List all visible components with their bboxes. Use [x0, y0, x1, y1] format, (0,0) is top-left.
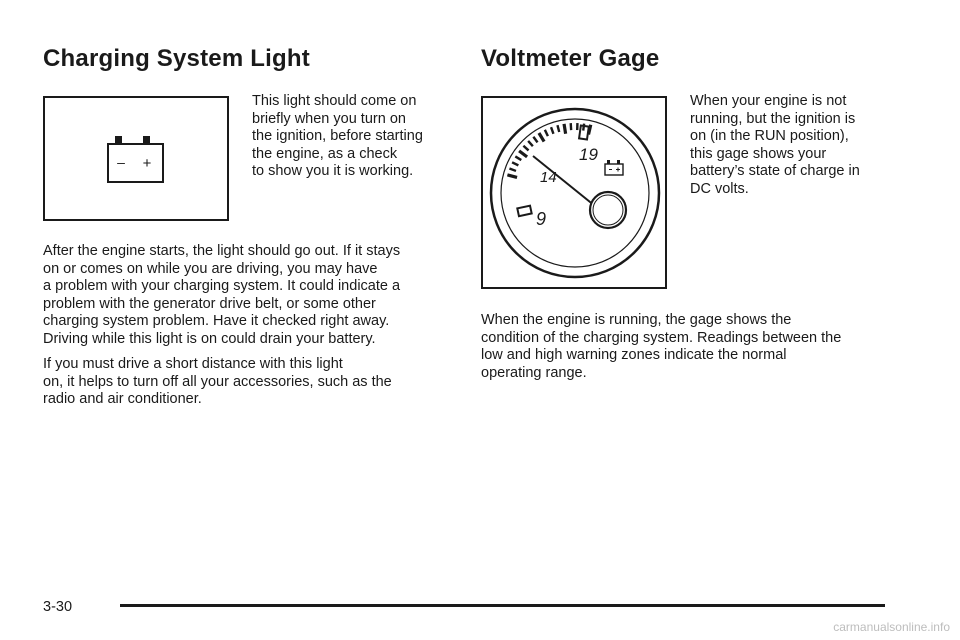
gauge-tick: [583, 124, 584, 131]
gauge-tick: [509, 168, 516, 170]
battery-icon: [45, 98, 227, 219]
gauge-tick: [515, 156, 521, 160]
charging-paragraph-2: If you must drive a short distance with this light on, it helps to turn off all your accessories, such as the radio and air conditioner.: [43, 356, 392, 407]
page-number: 3-30: [43, 599, 73, 615]
voltmeter-paragraph-1: When the engine is running, the gage shows the condition of the charging system. Readings between the low and high warning zones indicate the normal operating range.: [481, 312, 842, 381]
gauge-tick: [507, 175, 517, 178]
gauge-label-high: 19: [579, 145, 598, 164]
gauge-tick: [551, 127, 553, 134]
gauge-tick: [564, 124, 566, 134]
voltmeter-side-text: When your engine is not running, but the ignition is on (in the RUN position), this gage shows your battery’s state of charge in DC volts.: [690, 93, 860, 197]
gauge-label-low: 9: [536, 209, 547, 229]
gauge-tick: [539, 133, 544, 142]
voltmeter-title: Voltmeter Gage: [481, 45, 660, 72]
footer-rule: [120, 604, 885, 607]
gauge-label-mid: 14: [540, 169, 557, 186]
gauge-tick: [533, 137, 537, 143]
gauge-tick: [545, 130, 548, 136]
charging-light-figure: [43, 96, 229, 221]
gauge-tick: [512, 162, 518, 165]
battery-plus-label: +: [142, 155, 152, 172]
low-warning-zone: [517, 206, 531, 217]
watermark: carmanualsonline.info: [833, 620, 950, 634]
gauge-tick: [528, 141, 533, 146]
charging-system-title: Charging System Light: [43, 45, 310, 72]
gauge-tick: [557, 125, 559, 132]
gauge-battery-icon: [605, 160, 623, 175]
charging-side-text: This light should come on briefly when you turn on the ignition, before starting the engine, as a check to show you it is working.: [252, 93, 423, 179]
charging-paragraph-1: After the engine starts, the light should go out. If it stays on or comes on while you are driving, you may have a problem with your charging system. It could indicate a problem with the generator drive belt, or some other charging system problem. Have it checked right away. Driving while this light is on could drain your battery.: [43, 243, 401, 347]
gauge-tick: [519, 151, 527, 157]
battery-minus-label: –: [117, 154, 125, 170]
voltmeter-gauge-icon: [483, 98, 665, 287]
gauge-hub: [590, 192, 626, 228]
voltmeter-figure: [481, 96, 667, 289]
gauge-tick: [523, 146, 528, 151]
